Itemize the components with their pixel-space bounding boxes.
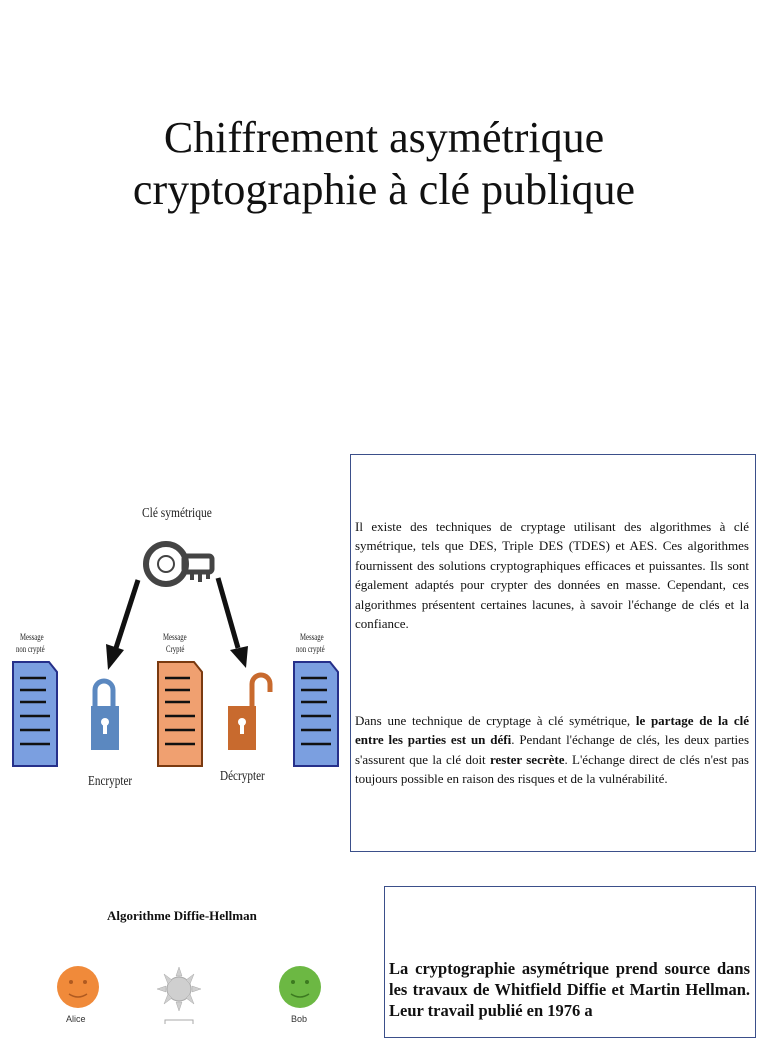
alice-label: Alice: [66, 1014, 86, 1024]
symmetric-text-box: [350, 454, 756, 852]
para2-text-c: . L'échange direct de clés n'est pas toujours possible en raison des risques et de la vulnérabilité.: [355, 751, 749, 787]
document-encrypted-icon: [158, 662, 202, 766]
document-plain-right-icon: [294, 662, 338, 766]
key-icon: [146, 544, 212, 584]
arrow-right-icon: [218, 578, 248, 668]
title-line-1: Chiffrement asymétrique: [163, 113, 605, 162]
bob-label: Bob: [291, 1014, 308, 1024]
key-label: Clé symétrique: [142, 506, 212, 521]
diffie-hellman-diagram: [40, 944, 380, 1024]
para2-text-b: . Pendant l'échange de clés, les deux parties s'assurent que la clé doit: [355, 732, 750, 767]
symmetric-key-diagram: [0, 520, 345, 830]
diffie-hellman-title: Algorithme Diffie-Hellman: [107, 908, 257, 923]
title-line-2: cryptographie à clé publique: [132, 165, 636, 214]
para2-bold-b: rester secrète: [489, 751, 565, 767]
para2-bold-a: le partage de la clé entre les parties est un défi: [355, 713, 749, 748]
doc-mid-label-2: Crypté: [166, 644, 185, 654]
document-plain-left-icon: [13, 662, 57, 766]
doc-left-label-2: non crypté: [16, 644, 45, 654]
decrypt-label: Décrypter: [220, 769, 265, 784]
asymmetric-paragraph: La cryptographie asymétrique prend source dans les travaux de Whitfield Diffie et Martin Hellman. Leur travail publié en 1976 a: [389, 959, 750, 1020]
para2-text-a: Dans une technique de cryptage à clé symétrique,: [355, 713, 636, 728]
arrow-left-icon: [106, 580, 138, 670]
lock-closed-icon: [91, 681, 119, 750]
alice-avatar-icon: [57, 966, 99, 1008]
doc-right-label-1: Message: [300, 632, 324, 642]
symmetric-paragraph-1: Il existe des techniques de cryptage utilisant des algorithmes à clé symétrique, tels que DES, Triple DES (TDES) et AES. Ces algorithmes fournissent des solutions cryptographiques efficaces et puissantes. Ils sont également adaptés pour crypter des données en masse. Cependant, ces algorithmes présentent certaines lacunes, à savoir l'échange de clés et la confiance.: [355, 519, 749, 632]
doc-mid-label-1: Message: [163, 632, 187, 642]
encrypt-label: Encrypter: [88, 774, 133, 789]
sun-icon: [157, 967, 201, 1024]
doc-left-label-1: Message: [20, 632, 44, 642]
doc-right-label-2: non crypté: [296, 644, 325, 654]
lock-open-icon: [228, 675, 270, 750]
bob-avatar-icon: [279, 966, 321, 1008]
slide-title: [0, 112, 768, 216]
symmetric-paragraph-2: [355, 711, 749, 789]
